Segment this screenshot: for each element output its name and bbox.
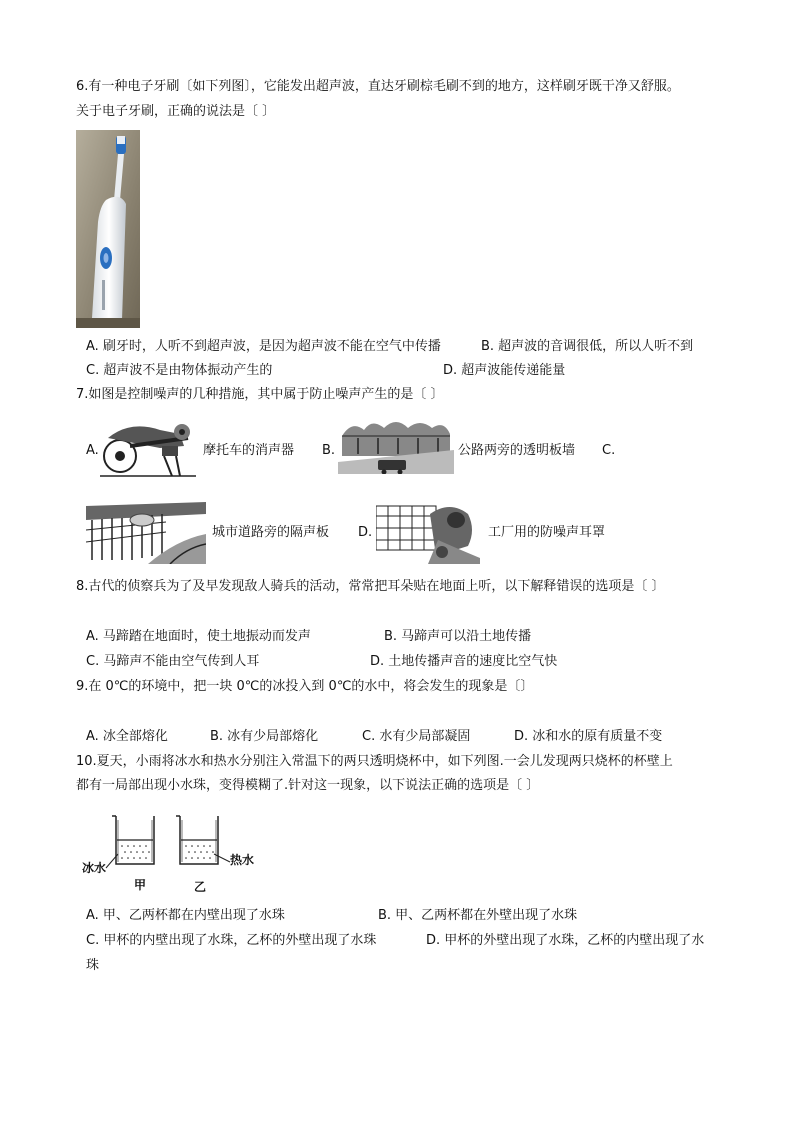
q10-stem-line2: 都有一局部出现小水珠，变得模糊了.针对这一现象，以下说法正确的选项是〔 〕	[76, 778, 540, 793]
hot-water-label: 热水	[230, 853, 255, 867]
q6-stem-line1: 6.有一种电子牙刷〔如下列图〕，它能发出超声波，直达牙刷棕毛刷不到的地方，这样刷牙既干净又舒服。	[76, 79, 680, 94]
q10-option-d-line2: 珠	[86, 958, 100, 973]
q7-stem: 7.如图是控制噪声的几种措施，其中属于防止噪声产生的是〔 〕	[76, 387, 444, 402]
q6-option-c[interactable]: C. 超声波不是由物体振动产生的	[86, 363, 273, 378]
q7-option-d-caption: 工厂用的防噪声耳罩	[488, 525, 606, 540]
q6-option-d[interactable]: D. 超声波能传递能量	[443, 363, 566, 378]
q9-option-c[interactable]: C. 水有少局部凝固	[362, 729, 471, 744]
q6-option-a[interactable]: A. 刷牙时，人听不到超声波，是因为超声波不能在空气中传播	[86, 339, 441, 354]
beaker-jia-label: 甲	[134, 878, 147, 892]
q7-option-b-caption: 公路两旁的透明板墙	[458, 443, 576, 458]
toothbrush-photo	[76, 130, 140, 328]
q7-option-a-caption: 摩托车的消声器	[203, 443, 295, 458]
q8-option-c[interactable]: C. 马蹄声不能由空气传到人耳	[86, 654, 260, 669]
motorcycle-muffler-figure	[100, 416, 196, 482]
q10-option-d-line1[interactable]: D. 甲杯的外壁出现了水珠，乙杯的内壁出现了水	[426, 933, 705, 948]
q6-option-b[interactable]: B. 超声波的音调很低，所以人听不到	[481, 339, 694, 354]
q9-option-b[interactable]: B. 冰有少局部熔化	[210, 729, 319, 744]
transparent-wall-figure	[338, 416, 454, 474]
q9-option-a[interactable]: A. 冰全部熔化	[86, 729, 168, 744]
q7-option-c-caption: 城市道路旁的隔声板	[212, 525, 330, 540]
q8-option-d[interactable]: D. 土地传播声音的速度比空气快	[370, 654, 558, 669]
q7-option-a-letter[interactable]: A.	[86, 443, 99, 458]
q8-stem: 8.古代的侦察兵为了及早发现敌人骑兵的活动，常常把耳朵贴在地面上听，以下解释错误的选项是〔 〕	[76, 579, 665, 594]
q10-option-c[interactable]: C. 甲杯的内壁出现了水珠，乙杯的外壁出现了水珠	[86, 933, 377, 948]
sound-barrier-figure	[86, 500, 206, 564]
ice-water-label: 冰水	[82, 861, 107, 875]
beaker-yi-label: 乙	[194, 880, 207, 894]
q7-option-b-letter[interactable]: B.	[322, 443, 336, 458]
q8-option-a[interactable]: A. 马蹄踏在地面时，使土地振动而发声	[86, 629, 311, 644]
earmuffs-worker-figure	[376, 500, 480, 564]
q8-option-b[interactable]: B. 马蹄声可以沿土地传播	[384, 629, 532, 644]
q7-option-d-letter[interactable]: D.	[358, 525, 373, 540]
q6-stem-line2: 关于电子牙刷，正确的说法是〔 〕	[76, 104, 276, 119]
q9-stem: 9.在 0℃的环境中，把一块 0℃的冰投入到 0℃的水中，将会发生的现象是〔〕	[76, 679, 534, 694]
q10-option-a[interactable]: A. 甲、乙两杯都在内壁出现了水珠	[86, 908, 285, 923]
q10-stem-line1: 10.夏天，小雨将冰水和热水分别注入常温下的两只透明烧杯中，如下列图.一会儿发现两只烧杯的杯壁上	[76, 754, 673, 769]
q10-option-b[interactable]: B. 甲、乙两杯都在外壁出现了水珠	[378, 908, 578, 923]
q9-option-d[interactable]: D. 冰和水的原有质量不变	[514, 729, 663, 744]
q7-option-c-letter[interactable]: C.	[602, 443, 616, 458]
